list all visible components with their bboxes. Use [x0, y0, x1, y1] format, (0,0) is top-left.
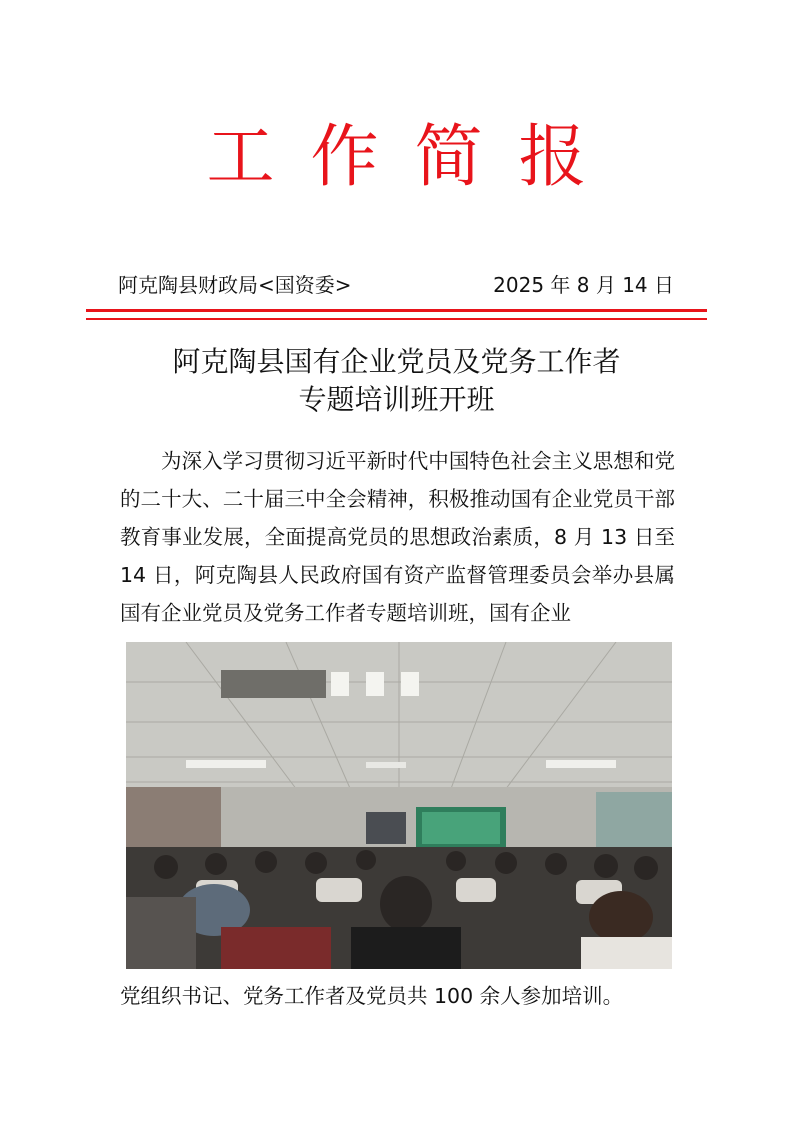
issuer-name: 阿克陶县财政局<国资委>	[118, 273, 352, 297]
red-rule-thin	[86, 318, 707, 320]
red-rule-thick	[86, 309, 707, 312]
article-title-line-1: 阿克陶县国有企业党员及党务工作者	[172, 345, 621, 378]
article-body	[120, 442, 675, 632]
issue-date: 2025 年 8 月 14 日	[493, 273, 674, 297]
article-paragraph: 为深入学习贯彻习近平新时代中国特色社会主义思想和党的二十大、二十届三中全会精神，积极推动国有企业党员干部教育事业发展，全面提高党员的思想政治素质，8 月 13 日至 14 日，阿克陶县人民政府国有资产监督管理委员会举办县属国有企业党员及党务工作者专题培训班，国有企业	[120, 449, 675, 625]
masthead-title: 工作简报	[206, 118, 623, 197]
article-title-line-2: 专题培训班开班	[298, 383, 495, 416]
article-continuation: 党组织书记、党务工作者及党员共 100 余人参加培训。	[120, 984, 624, 1008]
meeting-photo	[126, 642, 672, 969]
issue-meta	[118, 270, 674, 300]
